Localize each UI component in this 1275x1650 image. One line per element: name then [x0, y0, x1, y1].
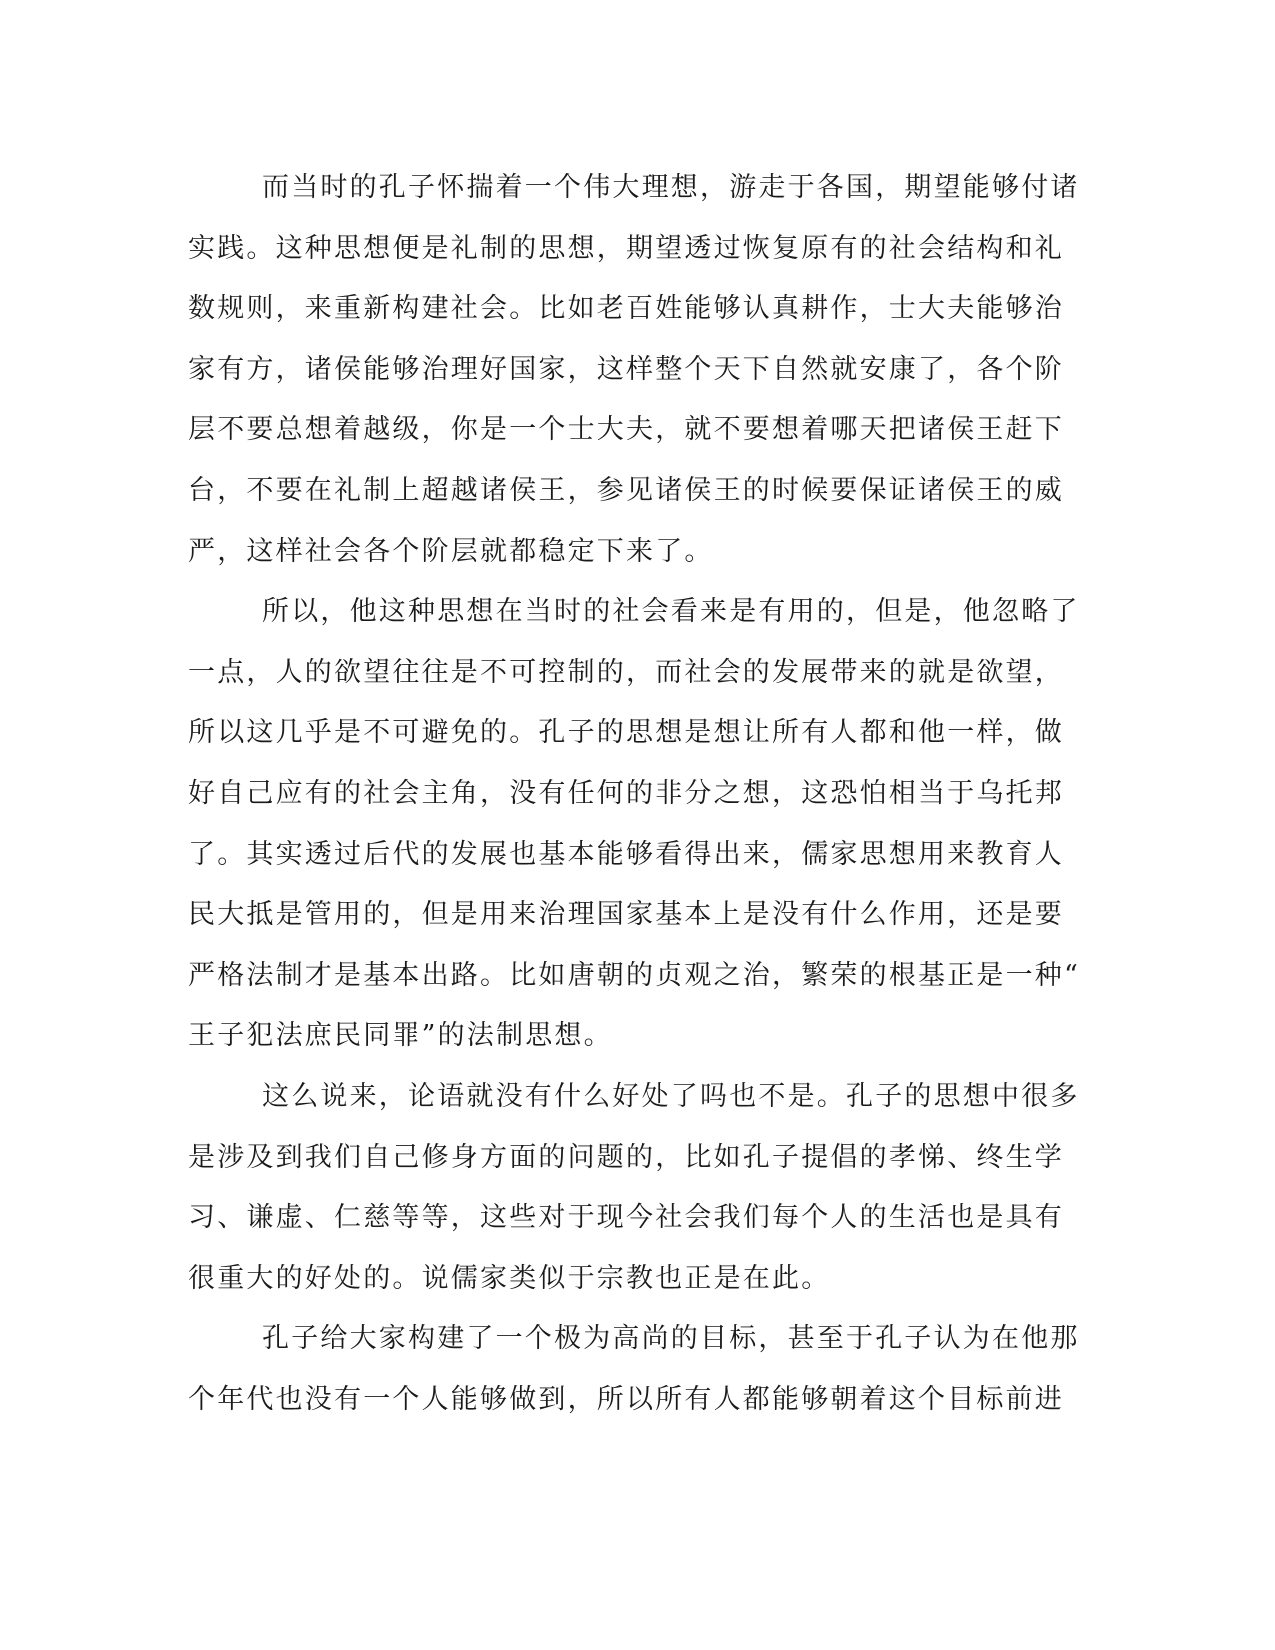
text-line: 王子犯法庶民同罪”的法制思想。 — [188, 1020, 613, 1052]
text-line: 层不要总想着越级，你是一个士大夫，就不要想着哪天把诸侯王赶下 — [188, 414, 1064, 446]
text-line: 这么说来，论语就没有什么好处了吗也不是。孔子的思想中很多 — [262, 1080, 1080, 1112]
text-line: 习、谦虚、仁慈等等，这些对于现今社会我们每个人的生活也是具有 — [188, 1202, 1064, 1234]
text-line: 孔子给大家构建了一个极为高尚的目标，甚至于孔子认为在他那 — [262, 1323, 1080, 1355]
text-line: 了。其实透过后代的发展也基本能够看得出来，儒家思想用来教育人 — [188, 838, 1064, 870]
text-line: 所以这几乎是不可避免的。孔子的思想是想让所有人都和他一样，做 — [188, 717, 1064, 749]
text-line: 严格法制才是基本出路。比如唐朝的贞观之治，繁荣的根基正是一种“ — [188, 959, 1081, 991]
text-line: 民大抵是管用的，但是用来治理国家基本上是没有什么作用，还是要 — [188, 899, 1064, 931]
text-line: 个年代也没有一个人能够做到，所以所有人都能够朝着这个目标前进 — [188, 1383, 1064, 1415]
document-body — [188, 158, 1081, 1430]
text-line: 而当时的孔子怀揣着一个伟大理想，游走于各国，期望能够付诸 — [262, 172, 1080, 203]
text-line: 很重大的好处的。说儒家类似于宗教也正是在此。 — [188, 1262, 831, 1294]
text-line: 所以，他这种思想在当时的社会看来是有用的，但是，他忽略了 — [262, 596, 1080, 628]
text-line: 台，不要在礼制上超越诸侯王，参见诸侯王的时候要保证诸侯王的威 — [188, 474, 1064, 506]
text-line: 家有方，诸侯能够治理好国家，这样整个天下自然就安康了，各个阶 — [188, 353, 1064, 385]
text-line: 是涉及到我们自己修身方面的问题的，比如孔子提倡的孝悌、终生学 — [188, 1141, 1064, 1173]
text-line: 一点，人的欲望往往是不可控制的，而社会的发展带来的就是欲望， — [188, 656, 1064, 688]
text-line: 好自己应有的社会主角，没有任何的非分之想，这恐怕相当于乌托邦 — [188, 777, 1064, 809]
text-line: 严，这样社会各个阶层就都稳定下来了。 — [188, 535, 714, 567]
text-line: 实践。这种思想便是礼制的思想，期望透过恢复原有的社会结构和礼 — [188, 232, 1064, 264]
text-line: 数规则，来重新构建社会。比如老百姓能够认真耕作，士大夫能够治 — [188, 293, 1064, 325]
